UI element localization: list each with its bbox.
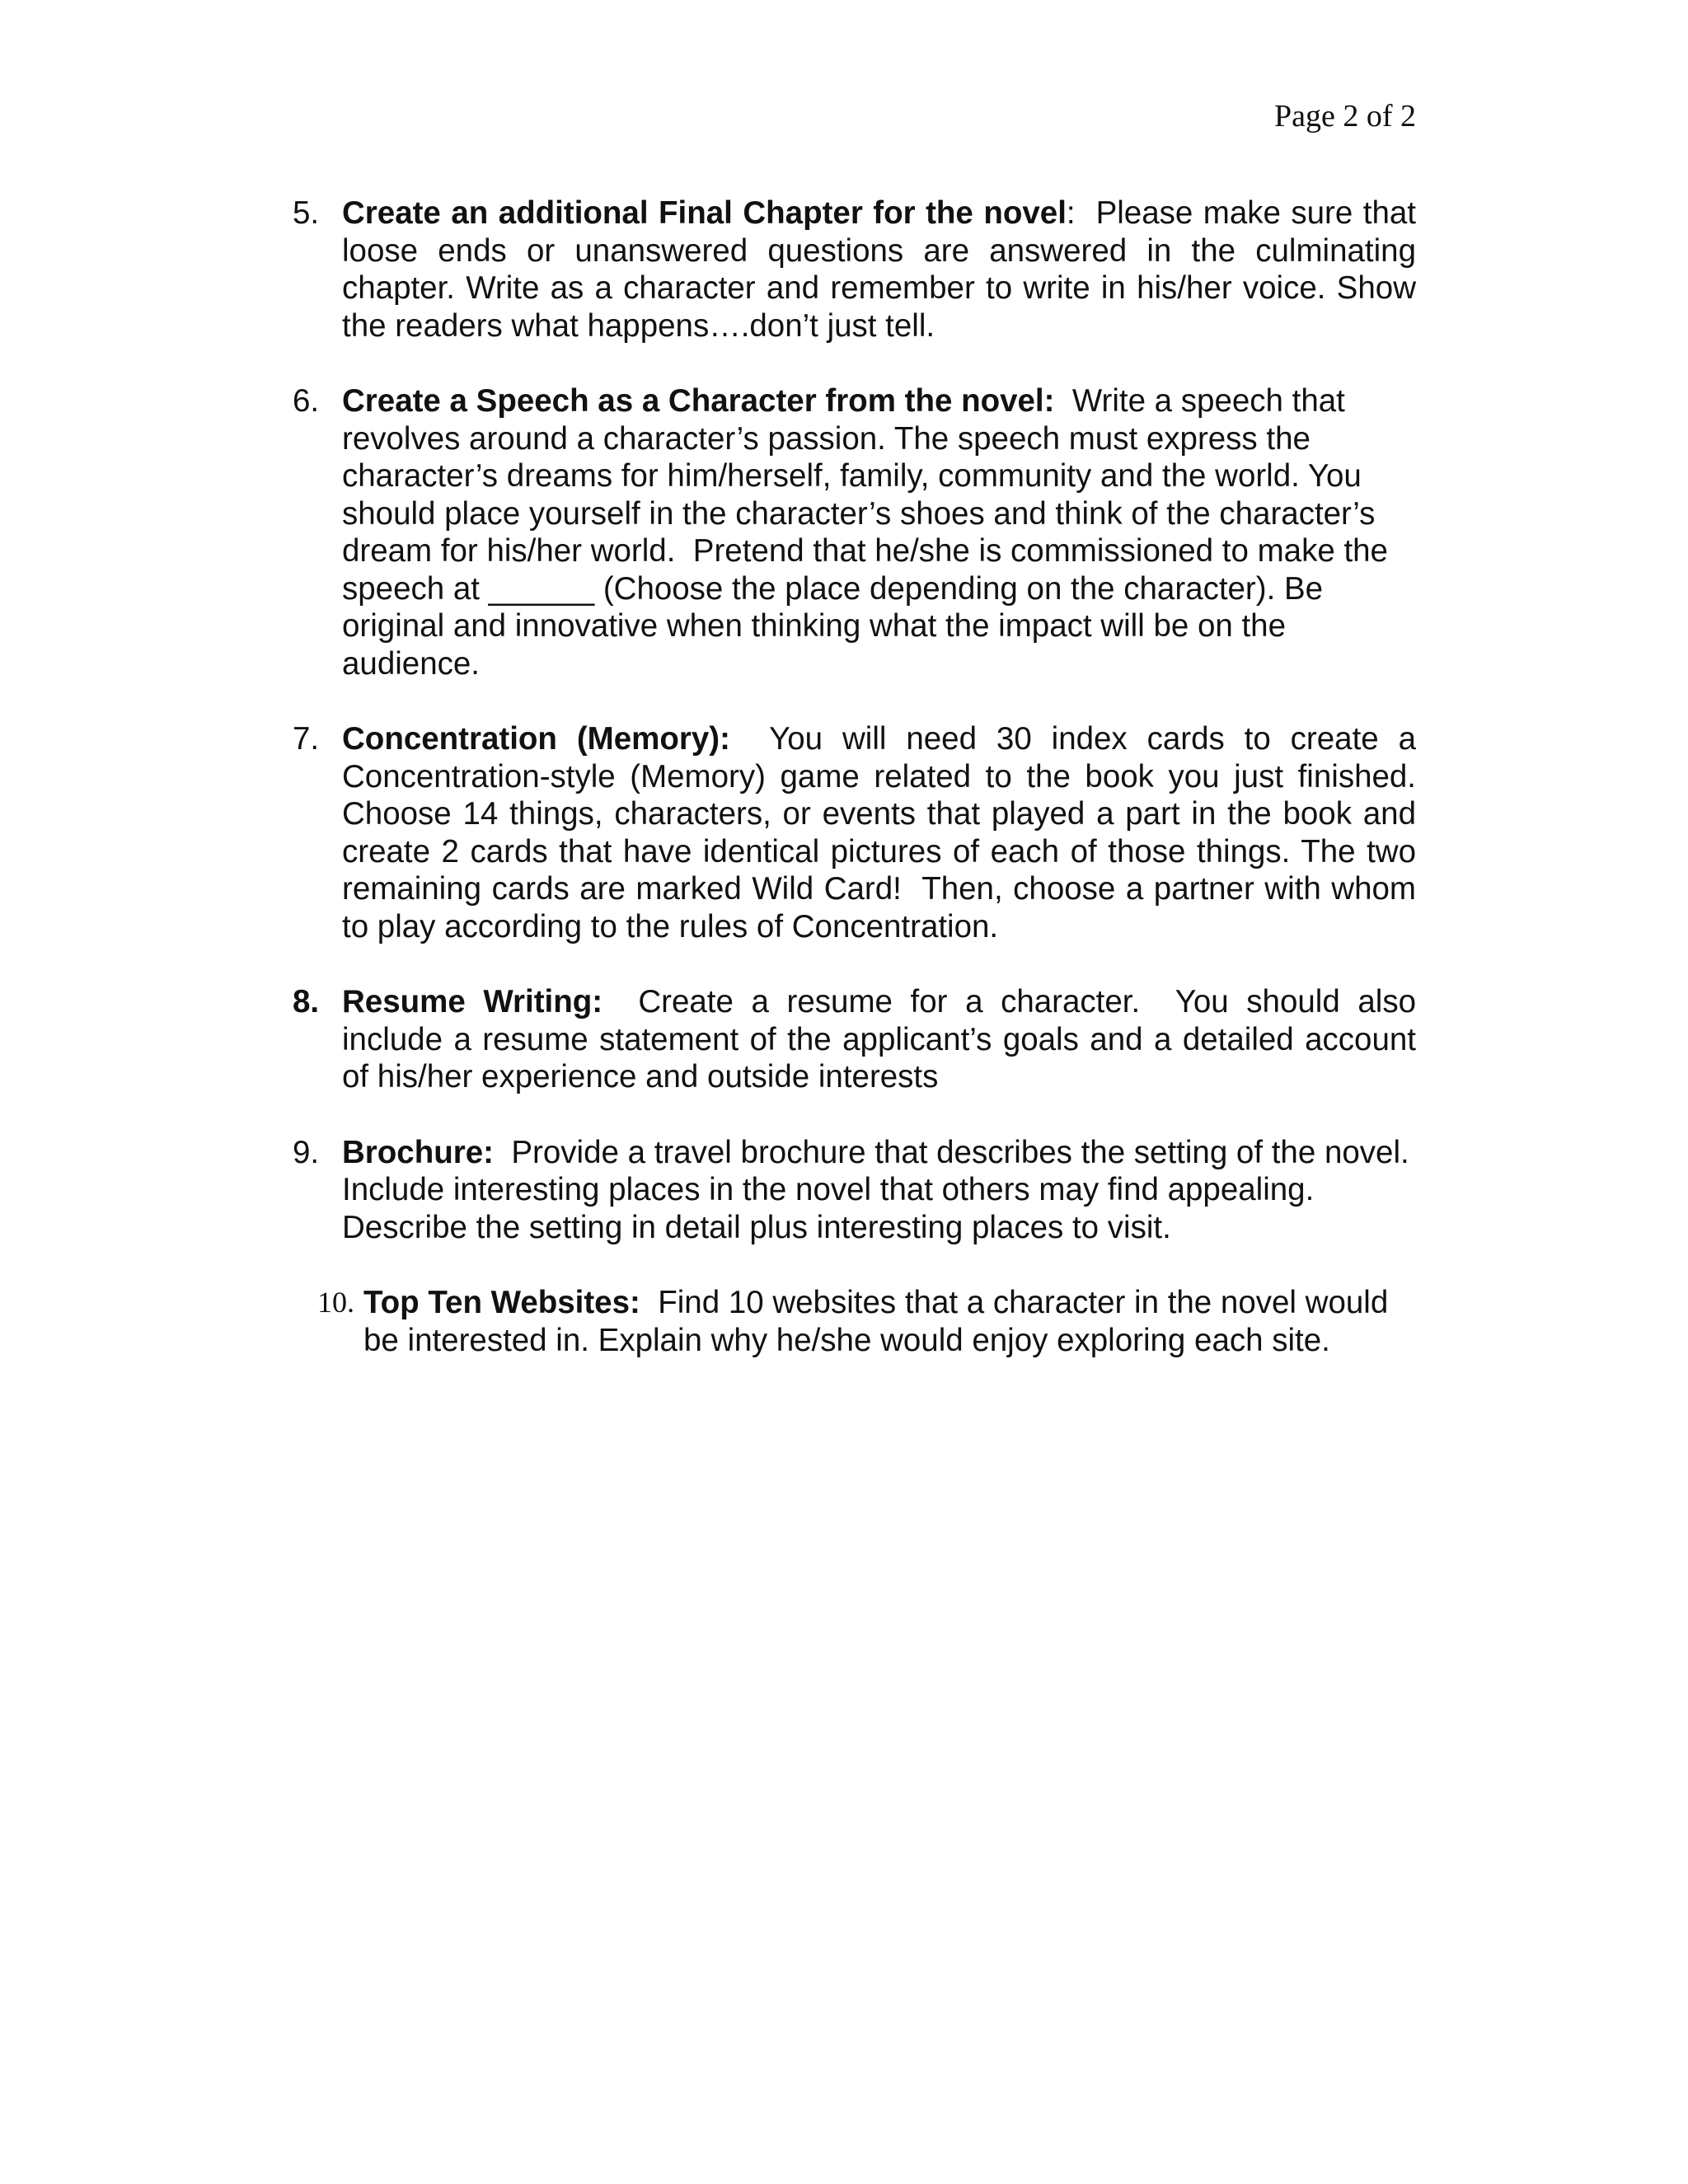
item-text: Provide a travel brochure that describes the setting of the novel. Include interesting places in the novel that others may find appealing. Describe the setting in detail plus interesting places to visit.	[342, 1134, 1418, 1245]
item-text: Create a resume for a character. You should also include a resume statement of the applicant’s goals and a detailed account of his/her experience and outside interests	[342, 984, 1425, 1094]
item-separator	[603, 984, 638, 1019]
page-number: Page 2 of 2	[1273, 99, 1416, 134]
item-separator	[640, 1285, 658, 1320]
item-number: 7.	[293, 721, 320, 757]
item-text: Write a speech that revolves around a character’s passion. The speech must express the character’s dreams for him/herself, family, community and the world. You should place yourself in the character’s shoes and think of the character’s dream for his/her world. Pretend that he/she is commissioned to make the speech at ______ (Choose the place depending on the character). Be original and innovative when thinking what the impact will be on the audience.	[342, 383, 1397, 682]
item-separator	[494, 1135, 511, 1170]
list-item-10	[317, 1284, 1416, 1359]
list-item-9	[293, 1134, 1416, 1247]
item-separator	[1054, 383, 1071, 419]
item-title: Resume Writing:	[342, 984, 603, 1019]
item-separator	[730, 721, 769, 757]
item-number: 5.	[293, 195, 320, 231]
item-title: Concentration (Memory):	[342, 721, 730, 757]
list-item-5	[293, 194, 1425, 344]
item-number: 8.	[293, 984, 320, 1019]
list-item-6	[293, 382, 1416, 682]
list-item-8	[293, 983, 1425, 1096]
item-number: 10.	[317, 1286, 354, 1319]
item-title: Top Ten Websites:	[363, 1285, 640, 1320]
item-text: Find 10 websites that a character in the novel would be interested in. Explain why he/she would enjoy exploring each site.	[363, 1285, 1397, 1358]
item-body	[342, 194, 1425, 344]
item-number: 6.	[293, 383, 320, 419]
item-body	[342, 983, 1425, 1096]
item-body	[363, 1284, 1416, 1359]
item-number: 9.	[293, 1134, 320, 1170]
assignment-list	[293, 194, 1425, 1397]
item-text: Please make sure that loose ends or unanswered questions are answered in the culminating chapter. Write as a character and remember to write in his/her voice. Show the readers what happens….don’t just tell.	[342, 195, 1425, 344]
item-title: Create an additional Final Chapter for the novel	[342, 195, 1067, 231]
item-body	[342, 720, 1425, 945]
item-title: Brochure:	[342, 1134, 494, 1170]
item-separator: :	[1066, 195, 1096, 231]
item-body	[342, 1134, 1416, 1247]
item-body	[342, 382, 1416, 682]
item-title: Create a Speech as a Character from the novel:	[342, 383, 1055, 419]
list-item-7	[293, 720, 1425, 945]
item-text: You will need 30 index cards to create a Concentration-style (Memory) game related to the book you just finished. Choose 14 things, characters, or events that played a part in the book and create 2 cards that have identical pictures of each of those things. The two remaining cards are marked Wild Card! Then, choose a partner with whom to play according to the rules of Concentration.	[342, 721, 1425, 944]
